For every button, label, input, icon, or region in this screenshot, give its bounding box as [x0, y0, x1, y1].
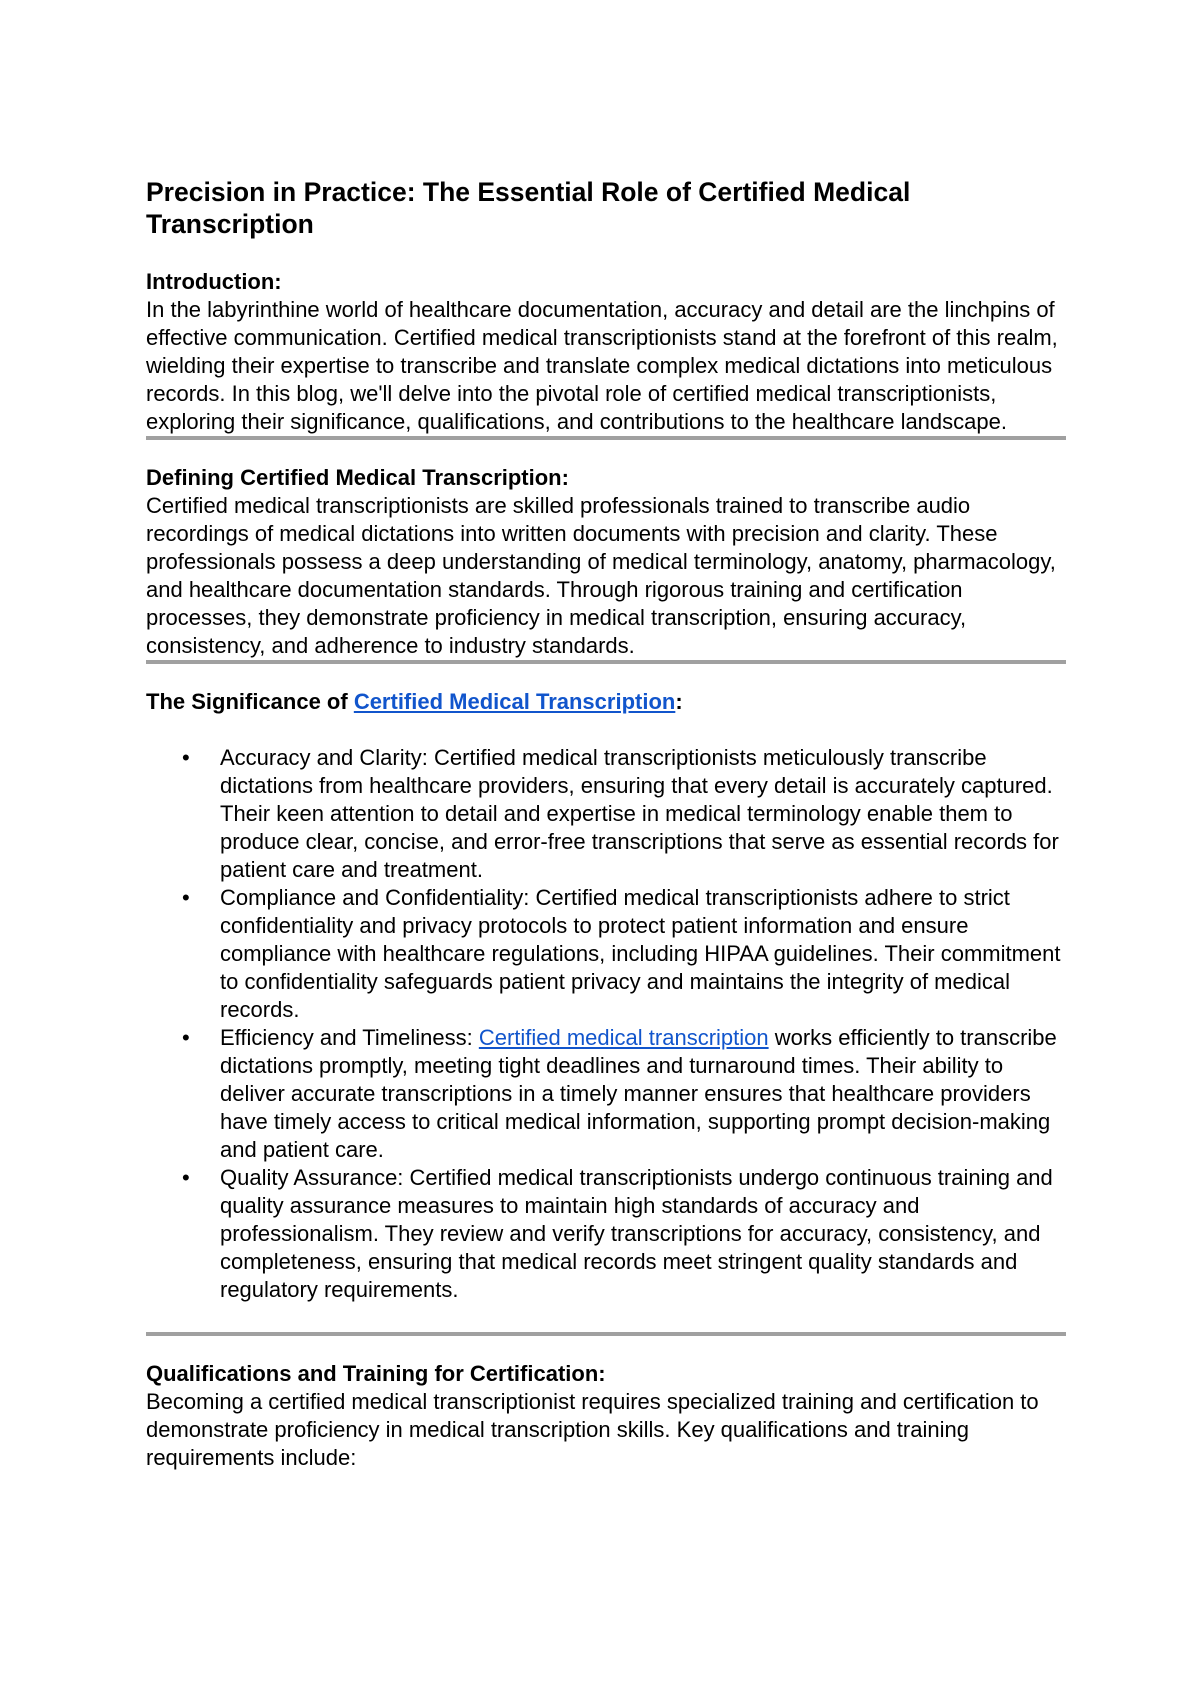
- bullet-compliance-confidentiality: [182, 884, 1066, 1024]
- significance-heading-prefix: The Significance of: [146, 689, 354, 714]
- bullet-icon: •: [182, 1025, 190, 1050]
- document-title: Precision in Practice: The Essential Role of Certified Medical Transcription: [146, 177, 911, 239]
- bullet-text: Quality Assurance: Certified medical transcriptionists undergo continuous training and quality assurance measures to maintain high standards of accuracy and professionalism. They review and verify transcriptions for accuracy, consistency, and completeness, ensuring that medical records meet stringent quality standards and regulatory requirements.: [220, 1165, 1053, 1302]
- qualifications-heading: Qualifications and Training for Certification:: [146, 1361, 606, 1386]
- bullet-icon: •: [182, 745, 190, 770]
- defining-body: Certified medical transcriptionists are skilled professionals trained to transcribe audio recordings of medical dictations into written documents with precision and clarity. These professionals possess a deep understanding of medical terminology, anatomy, pharmacology, and healthcare documentation standards. Through rigorous training and certification processes, they demonstrate proficiency in medical transcription, ensuring accuracy, consistency, and adherence to industry standards.: [146, 493, 1056, 658]
- introduction-body: In the labyrinthine world of healthcare documentation, accuracy and detail are the linchpins of effective communication. Certified medical transcriptionists stand at the forefront of this realm, wielding their expertise to transcribe and translate complex medical dictations into meticulous records. In this blog, we'll delve into the pivotal role of certified medical transcriptionists, exploring their significance, qualifications, and contributions to the healthcare landscape.: [146, 297, 1058, 434]
- certified-medical-transcription-inline-link[interactable]: Certified medical transcription: [478, 1025, 769, 1050]
- bullet-icon: •: [182, 885, 190, 910]
- bullet-quality-assurance: [182, 1164, 1066, 1304]
- bullet-text-prefix: Efficiency and Timeliness:: [220, 1025, 479, 1050]
- bullet-icon: •: [182, 1165, 190, 1190]
- significance-heading-suffix: :: [675, 689, 683, 714]
- significance-heading: [146, 688, 1066, 716]
- defining-heading: Defining Certified Medical Transcription:: [146, 465, 569, 490]
- bullet-efficiency-timeliness: [182, 1024, 1066, 1164]
- significance-bullet-list: [146, 744, 1066, 1304]
- introduction-heading: Introduction:: [146, 269, 282, 294]
- bullet-text: Accuracy and Clarity: Certified medical transcriptionists meticulously transcribe dictations from healthcare providers, ensuring that every detail is accurately captured. Their keen attention to detail and expertise in medical terminology enable them to produce clear, concise, and error-free transcriptions that serve as essential records for patient care and treatment.: [220, 745, 1059, 882]
- qualifications-body: Becoming a certified medical transcriptionist requires specialized training and certification to demonstrate proficiency in medical transcription skills. Key qualifications and training requirements include:: [146, 1389, 1039, 1470]
- bullet-text: Compliance and Confidentiality: Certified medical transcriptionists adhere to strict confidentiality and privacy protocols to protect patient information and ensure compliance with healthcare regulations, including HIPAA guidelines. Their commitment to confidentiality safeguards patient privacy and maintains the integrity of medical records.: [220, 885, 1061, 1022]
- document-content: [146, 176, 1066, 1472]
- certified-medical-transcription-link[interactable]: Certified Medical Transcription: [353, 689, 676, 714]
- bullet-text-suffix: works efficiently to transcribe dictations promptly, meeting tight deadlines and turnaround times. Their ability to deliver accurate transcriptions in a timely manner ensures that healthcare providers have timely access to critical medical information, supporting prompt decision-making and patient care.: [220, 1025, 1057, 1162]
- bullet-accuracy-clarity: [182, 744, 1066, 884]
